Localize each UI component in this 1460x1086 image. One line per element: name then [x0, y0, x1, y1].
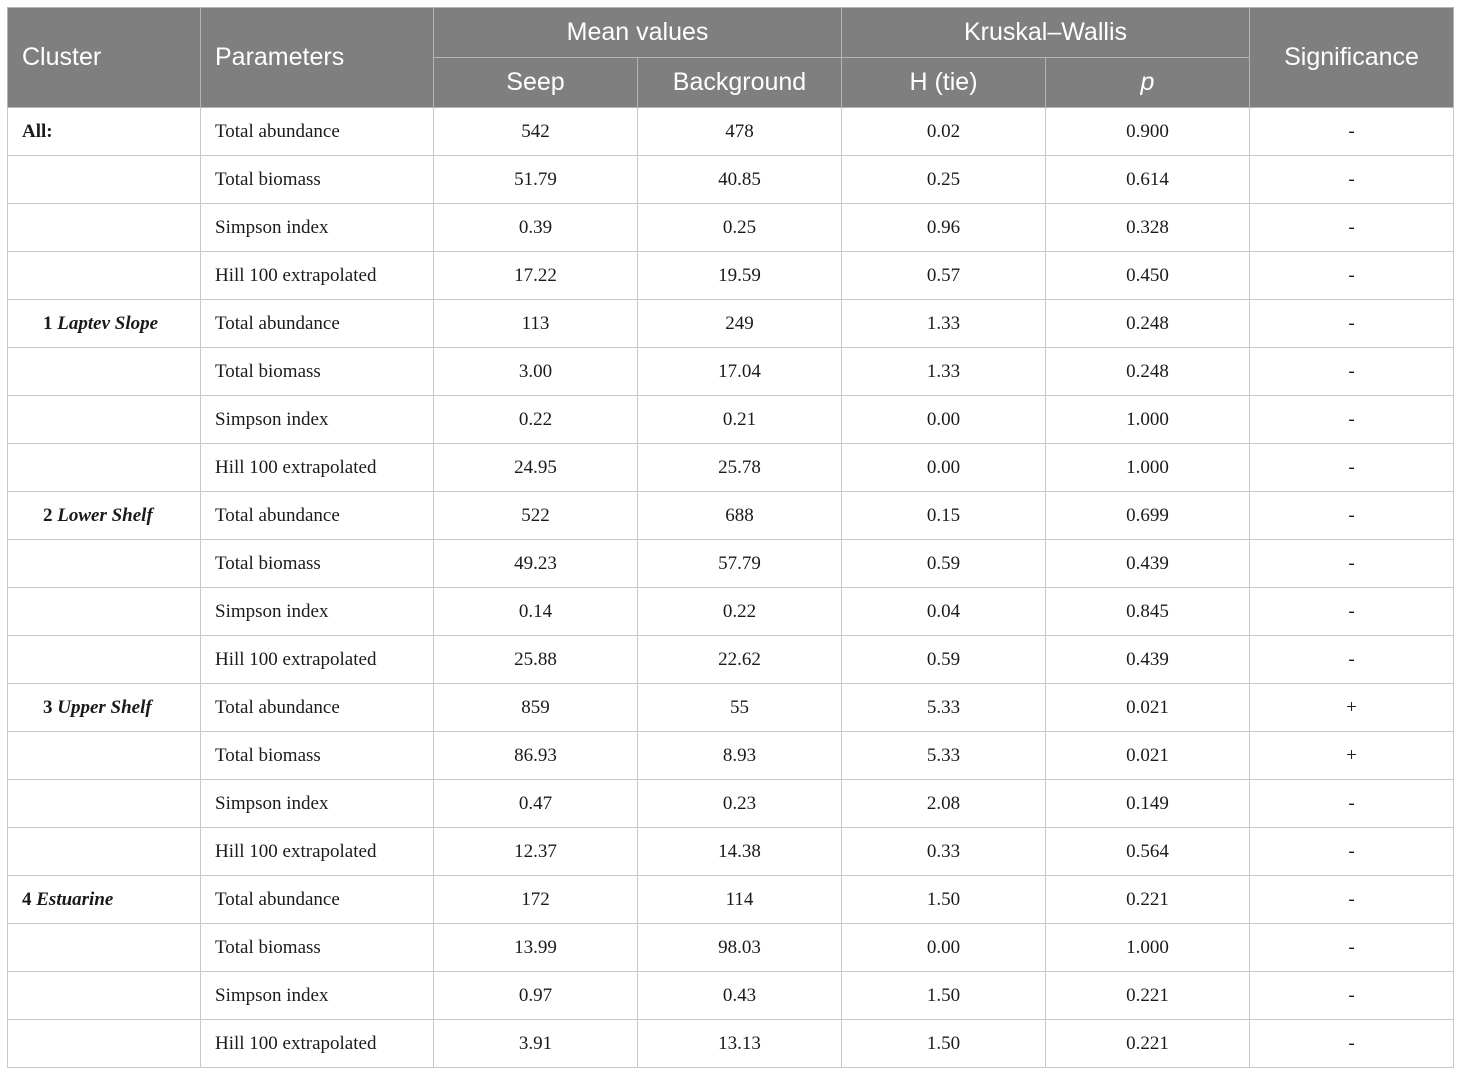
h-tie-cell: 0.00	[842, 444, 1046, 492]
table-row	[8, 684, 1454, 732]
background-cell: 249	[638, 300, 842, 348]
header-parameters: Parameters	[201, 8, 434, 108]
background-cell: 17.04	[638, 348, 842, 396]
table-row	[8, 156, 1454, 204]
h-tie-cell: 1.33	[842, 300, 1046, 348]
table-row	[8, 108, 1454, 156]
p-value-cell: 0.248	[1046, 348, 1250, 396]
cluster-cell-empty	[8, 444, 201, 492]
p-value-cell: 0.699	[1046, 492, 1250, 540]
p-value-cell: 1.000	[1046, 444, 1250, 492]
significance-cell: -	[1250, 876, 1454, 924]
table-row	[8, 588, 1454, 636]
cluster-label-lower-shelf	[8, 492, 201, 540]
background-cell: 0.25	[638, 204, 842, 252]
header-h-tie: H (tie)	[842, 58, 1046, 108]
significance-cell: +	[1250, 684, 1454, 732]
background-cell: 688	[638, 492, 842, 540]
h-tie-cell: 0.00	[842, 396, 1046, 444]
p-value-cell: 0.439	[1046, 636, 1250, 684]
seep-cell: 24.95	[434, 444, 638, 492]
cluster-label-upper-shelf	[8, 684, 201, 732]
significance-cell: -	[1250, 540, 1454, 588]
p-value-cell: 0.450	[1046, 252, 1250, 300]
parameter-cell: Simpson index	[201, 204, 434, 252]
parameter-cell: Total abundance	[201, 684, 434, 732]
parameter-cell: Hill 100 extrapolated	[201, 636, 434, 684]
header-seep: Seep	[434, 58, 638, 108]
parameter-cell: Total biomass	[201, 924, 434, 972]
table-row	[8, 492, 1454, 540]
table-row	[8, 396, 1454, 444]
p-value-cell: 0.221	[1046, 876, 1250, 924]
p-value-cell: 0.900	[1046, 108, 1250, 156]
cluster-cell-empty	[8, 540, 201, 588]
cluster-cell-empty	[8, 636, 201, 684]
background-cell: 0.21	[638, 396, 842, 444]
h-tie-cell: 0.59	[842, 540, 1046, 588]
seep-cell: 49.23	[434, 540, 638, 588]
h-tie-cell: 0.96	[842, 204, 1046, 252]
h-tie-cell: 1.50	[842, 876, 1046, 924]
significance-cell: -	[1250, 204, 1454, 252]
table-header	[8, 8, 1454, 108]
table-row	[8, 252, 1454, 300]
parameter-cell: Total biomass	[201, 540, 434, 588]
p-value-cell: 0.248	[1046, 300, 1250, 348]
background-cell: 57.79	[638, 540, 842, 588]
cluster-cell-empty	[8, 780, 201, 828]
cluster-cell-empty	[8, 1020, 201, 1068]
table-body	[8, 108, 1454, 1068]
significance-cell: -	[1250, 924, 1454, 972]
background-cell: 8.93	[638, 732, 842, 780]
significance-cell: -	[1250, 828, 1454, 876]
background-cell: 98.03	[638, 924, 842, 972]
cluster-name: Laptev Slope	[57, 312, 159, 334]
cluster-number: 4	[22, 888, 32, 910]
parameter-cell: Total abundance	[201, 300, 434, 348]
cluster-cell-empty	[8, 972, 201, 1020]
table-row	[8, 444, 1454, 492]
p-value-cell: 0.221	[1046, 972, 1250, 1020]
seep-cell: 0.97	[434, 972, 638, 1020]
parameter-cell: Hill 100 extrapolated	[201, 444, 434, 492]
seep-cell: 51.79	[434, 156, 638, 204]
background-cell: 14.38	[638, 828, 842, 876]
p-value-cell: 0.439	[1046, 540, 1250, 588]
h-tie-cell: 0.02	[842, 108, 1046, 156]
p-value-cell: 0.221	[1046, 1020, 1250, 1068]
background-cell: 13.13	[638, 1020, 842, 1068]
table-row	[8, 300, 1454, 348]
significance-cell: -	[1250, 972, 1454, 1020]
significance-cell: -	[1250, 348, 1454, 396]
h-tie-cell: 0.00	[842, 924, 1046, 972]
h-tie-cell: 0.15	[842, 492, 1046, 540]
parameter-cell: Total biomass	[201, 732, 434, 780]
parameter-cell: Simpson index	[201, 780, 434, 828]
seep-cell: 86.93	[434, 732, 638, 780]
parameter-cell: Simpson index	[201, 972, 434, 1020]
cluster-number: 1	[43, 312, 53, 334]
seep-cell: 542	[434, 108, 638, 156]
parameter-cell: Total abundance	[201, 108, 434, 156]
h-tie-cell: 0.57	[842, 252, 1046, 300]
parameter-cell: Simpson index	[201, 396, 434, 444]
seep-cell: 25.88	[434, 636, 638, 684]
significance-cell: -	[1250, 156, 1454, 204]
parameter-cell: Hill 100 extrapolated	[201, 252, 434, 300]
table-row	[8, 732, 1454, 780]
header-background: Background	[638, 58, 842, 108]
background-cell: 55	[638, 684, 842, 732]
p-value-cell: 0.328	[1046, 204, 1250, 252]
header-cluster: Cluster	[8, 8, 201, 108]
table-row	[8, 636, 1454, 684]
cluster-prefix: All:	[22, 120, 53, 142]
table-row	[8, 540, 1454, 588]
cluster-name: Upper Shelf	[57, 696, 152, 718]
cluster-cell-empty	[8, 156, 201, 204]
header-kruskal-wallis: Kruskal–Wallis	[842, 8, 1250, 58]
parameter-cell: Hill 100 extrapolated	[201, 1020, 434, 1068]
cluster-cell-empty	[8, 348, 201, 396]
background-cell: 22.62	[638, 636, 842, 684]
seep-cell: 0.47	[434, 780, 638, 828]
cluster-label-estuarine	[8, 876, 201, 924]
table-row	[8, 348, 1454, 396]
h-tie-cell: 5.33	[842, 684, 1046, 732]
cluster-name: Lower Shelf	[57, 504, 153, 526]
background-cell: 114	[638, 876, 842, 924]
cluster-name: Estuarine	[36, 888, 114, 910]
cluster-cell-empty	[8, 924, 201, 972]
cluster-cell-empty	[8, 588, 201, 636]
header-significance: Significance	[1250, 8, 1454, 108]
h-tie-cell: 1.50	[842, 1020, 1046, 1068]
seep-cell: 17.22	[434, 252, 638, 300]
table-row	[8, 924, 1454, 972]
significance-cell: -	[1250, 444, 1454, 492]
background-cell: 0.22	[638, 588, 842, 636]
significance-cell: -	[1250, 108, 1454, 156]
significance-cell: -	[1250, 780, 1454, 828]
seep-cell: 3.00	[434, 348, 638, 396]
parameter-cell: Hill 100 extrapolated	[201, 828, 434, 876]
significance-cell: -	[1250, 636, 1454, 684]
p-value-cell: 0.021	[1046, 732, 1250, 780]
h-tie-cell: 0.59	[842, 636, 1046, 684]
p-value-cell: 0.845	[1046, 588, 1250, 636]
seep-cell: 859	[434, 684, 638, 732]
parameter-cell: Total abundance	[201, 492, 434, 540]
results-table	[7, 7, 1454, 1068]
table-row	[8, 828, 1454, 876]
background-cell: 0.43	[638, 972, 842, 1020]
h-tie-cell: 0.04	[842, 588, 1046, 636]
significance-cell: -	[1250, 252, 1454, 300]
seep-cell: 172	[434, 876, 638, 924]
h-tie-cell: 1.33	[842, 348, 1046, 396]
cluster-cell-empty	[8, 396, 201, 444]
header-mean-values: Mean values	[434, 8, 842, 58]
p-value-cell: 0.021	[1046, 684, 1250, 732]
seep-cell: 12.37	[434, 828, 638, 876]
cluster-label-all	[8, 108, 201, 156]
significance-cell: -	[1250, 492, 1454, 540]
cluster-cell-empty	[8, 204, 201, 252]
background-cell: 40.85	[638, 156, 842, 204]
cluster-number: 3	[43, 696, 53, 718]
significance-cell: -	[1250, 588, 1454, 636]
background-cell: 25.78	[638, 444, 842, 492]
significance-cell: -	[1250, 300, 1454, 348]
seep-cell: 522	[434, 492, 638, 540]
seep-cell: 0.22	[434, 396, 638, 444]
parameter-cell: Total biomass	[201, 156, 434, 204]
p-value-cell: 0.564	[1046, 828, 1250, 876]
seep-cell: 0.14	[434, 588, 638, 636]
background-cell: 19.59	[638, 252, 842, 300]
significance-cell: -	[1250, 396, 1454, 444]
table-row	[8, 780, 1454, 828]
seep-cell: 3.91	[434, 1020, 638, 1068]
header-p: p	[1046, 58, 1250, 108]
table-row	[8, 1020, 1454, 1068]
h-tie-cell: 1.50	[842, 972, 1046, 1020]
significance-cell: +	[1250, 732, 1454, 780]
parameter-cell: Simpson index	[201, 588, 434, 636]
h-tie-cell: 5.33	[842, 732, 1046, 780]
significance-cell: -	[1250, 1020, 1454, 1068]
h-tie-cell: 2.08	[842, 780, 1046, 828]
cluster-number: 2	[43, 504, 53, 526]
cluster-cell-empty	[8, 828, 201, 876]
seep-cell: 0.39	[434, 204, 638, 252]
h-tie-cell: 0.25	[842, 156, 1046, 204]
p-value-cell: 1.000	[1046, 396, 1250, 444]
table-row	[8, 876, 1454, 924]
parameter-cell: Total biomass	[201, 348, 434, 396]
background-cell: 478	[638, 108, 842, 156]
parameter-cell: Total abundance	[201, 876, 434, 924]
background-cell: 0.23	[638, 780, 842, 828]
table-row	[8, 972, 1454, 1020]
cluster-label-laptev-slope	[8, 300, 201, 348]
h-tie-cell: 0.33	[842, 828, 1046, 876]
p-value-cell: 1.000	[1046, 924, 1250, 972]
seep-cell: 13.99	[434, 924, 638, 972]
cluster-cell-empty	[8, 252, 201, 300]
table-row	[8, 204, 1454, 252]
p-value-cell: 0.614	[1046, 156, 1250, 204]
seep-cell: 113	[434, 300, 638, 348]
p-value-cell: 0.149	[1046, 780, 1250, 828]
cluster-cell-empty	[8, 732, 201, 780]
